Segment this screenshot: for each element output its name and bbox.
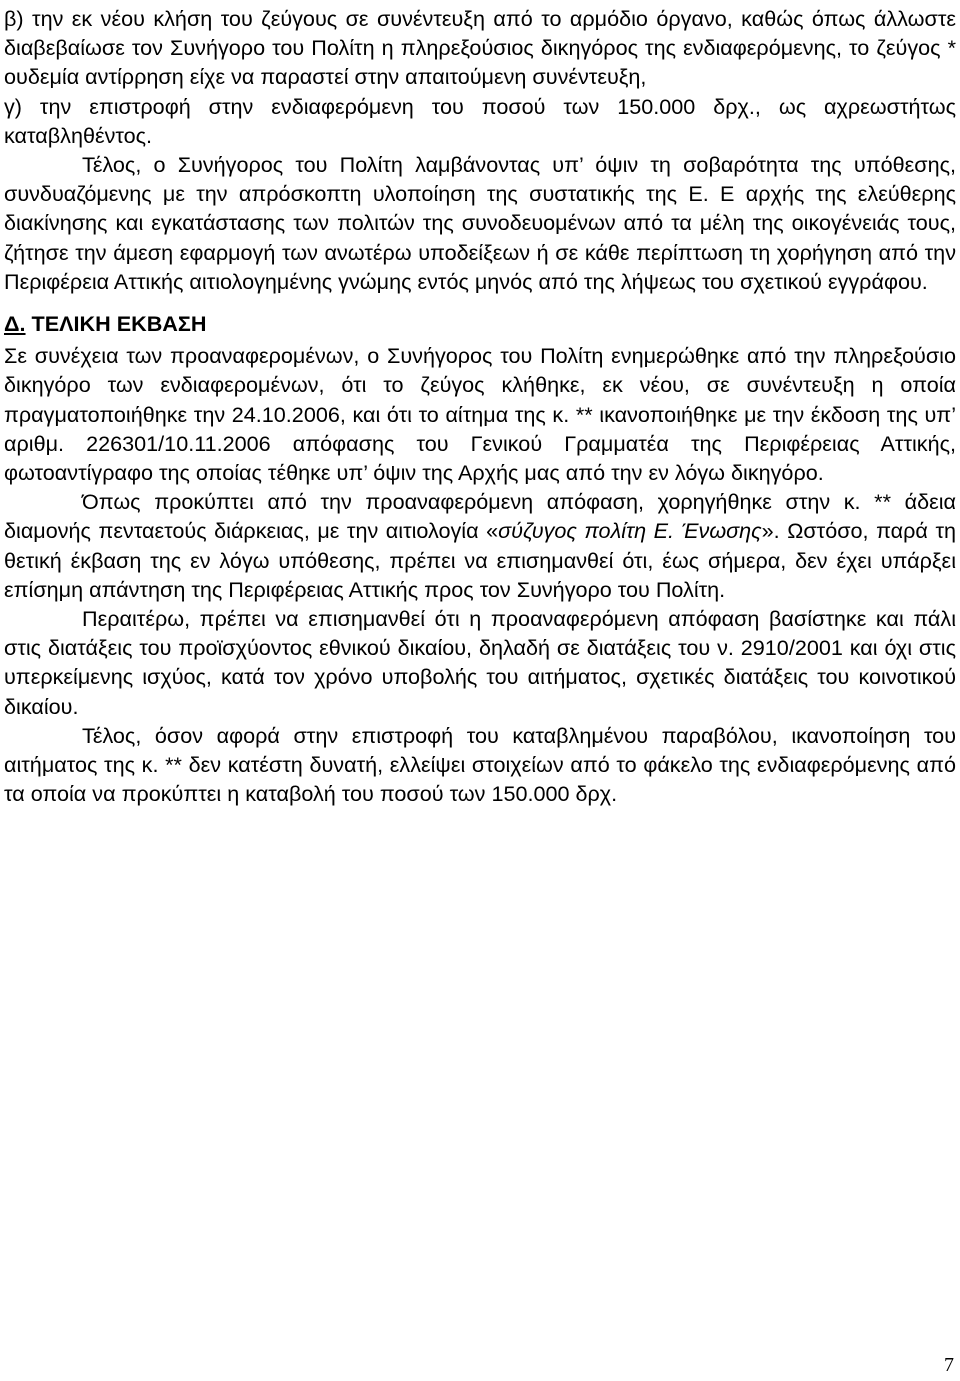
paragraph-outcome-2-after: ». Ωστόσο, παρά τη θετική έκβαση της εν λόγω υπόθεσης, πρέπει να επισημανθεί ότι, έως σήμερα, δεν έχει υπάρξει επίσημη απάντηση της Περιφέρειας Αττικής προς τον Συνήγορο του Πολίτη. bbox=[4, 518, 956, 602]
section-heading-title: ΤΕΛΙΚΗ ΕΚΒΑΣΗ bbox=[25, 311, 207, 337]
paragraph-gamma: γ) την επιστροφή στην ενδιαφερόμενη του ποσού των 150.000 δρχ., ως αχρεωστήτως καταβληθέντος. bbox=[4, 93, 956, 148]
paragraph-outcome-2 bbox=[4, 487, 956, 604]
paragraph-outcome-2-italic: σύζυγος πολίτη Ε. Ένωσης bbox=[498, 518, 762, 544]
document-page bbox=[4, 4, 956, 808]
paragraph-outcome-3: Περαιτέρω, πρέπει να επισημανθεί ότι η προαναφερόμενη απόφαση βασίστηκε και πάλι στις διατάξεις του προϊσχύοντος εθνικού δικαίου, δηλαδή σε διατάξεις του ν. 2910/2001 και όχι στις υπερκείμενης ισχύος, κατά τον χρόνο υποβολής του αιτήματος, σχετικές διατάξεις του κοινοτικού δικαίου. bbox=[4, 606, 956, 719]
paragraph-outcome-1: Σε συνέχεια των προαναφερομένων, ο Συνήγορος του Πολίτη ενημερώθηκε από την πληρεξούσιο δικηγόρο των ενδιαφερομένων, ότι το ζεύγος κλήθηκε, εκ νέου, σε συνέντευξη η οποία πραγματοποιήθηκε την 24.10.2006, και ότι το αίτημα της κ. ** ικανοποιήθηκε με την έκδοση της υπ’ αριθμ. 226301/10.11.2006 απόφασης του Γενικού Γραμματέα της Περιφέρειας Αττικής, φωτοαντίγραφο της οποίας τέθηκε υπ’ όψιν της Αρχής μας από την εν λόγω δικηγόρο. bbox=[4, 343, 956, 486]
paragraph-final-request: Τέλος, ο Συνήγορος του Πολίτη λαμβάνοντας υπ’ όψιν τη σοβαρότητα της υπόθεσης, συνδυαζόμενης με την απρόσκοπτη υλοποίηση της συστατικής της Ε. Ε αρχής της ελεύθερης διακίνησης και εγκατάστασης των πολιτών της συνοδευομένων από τα μέλη της οικογένειάς τους, ζήτησε την άμεση εφαρμογή των ανωτέρω υποδείξεων ή σε κάθε περίπτωση τη χορήγηση από την Περιφέρεια Αττικής αιτιολογημένης γνώμης εντός μηνός από της λήψεως του σχετικού εγγράφου. bbox=[4, 152, 956, 294]
paragraph-outcome-2-before: Όπως προκύπτει από την προαναφερόμενη απόφαση, χορηγήθηκε στην κ. ** άδεια διαμονής πενταετούς διάρκειας, με την αιτιολογία « bbox=[4, 489, 956, 544]
page-number: 7 bbox=[944, 1354, 954, 1376]
section-heading bbox=[4, 309, 956, 338]
section-heading-letter: Δ. bbox=[4, 311, 26, 337]
paragraph-outcome-4: Τέλος, όσον αφορά στην επιστροφή του καταβλημένου παραβόλου, ικανοποίηση του αιτήματος της κ. ** δεν κατέστη δυνατή, ελλείψει στοιχείων από το φάκελο της ενδιαφερόμενης από τα οποία να προκύπτει η καταβολή του ποσού των 150.000 δρχ. bbox=[4, 722, 956, 807]
paragraph-beta: β) την εκ νέου κλήση του ζεύγους σε συνέντευξη από το αρμόδιο όργανο, καθώς όπως άλλωστε διαβεβαίωσε τον Συνήγορο του Πολίτη η πληρεξούσιος δικηγόρος της ενδιαφερόμενης, το ζεύγος * ουδεμία αντίρρηση είχε να παραστεί στην απαιτούμενη συνέντευξη, bbox=[4, 6, 956, 90]
